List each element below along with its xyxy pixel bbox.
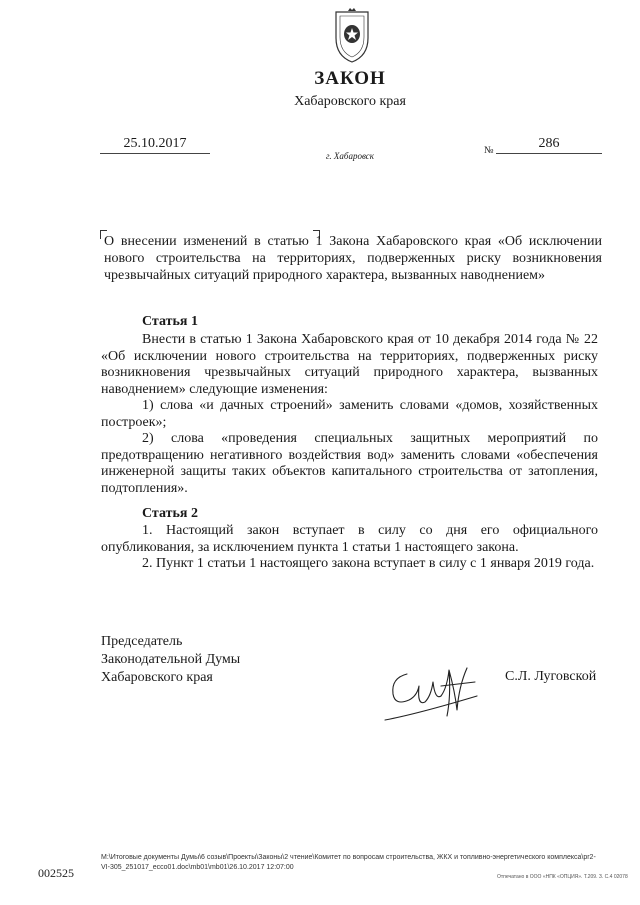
document-title: ЗАКОН bbox=[314, 68, 386, 89]
article-2-paragraph-2: 2. Пункт 1 статьи 1 настоящего закона вступает в силу с 1 января 2019 года. bbox=[142, 556, 595, 571]
handwritten-signature bbox=[377, 656, 487, 726]
article-2-paragraph-1: 1. Настоящий закон вступает в силу со дня его официального опубликования, за исключением пункта 1 статьи 1 настоящего закона. bbox=[101, 523, 598, 555]
document-number: 286 bbox=[496, 136, 602, 154]
document-date: 25.10.2017 bbox=[100, 136, 210, 154]
signatory-line-3: Хабаровского края bbox=[101, 670, 213, 685]
footer-file-path: M:\Итоговые документы Думы\6 созыв\Проекты\Законы\2 чтение\Комитет по вопросам строительства, ЖКХ и топливно-энергетического комплекса\pr2-VI-305_251017_ecco01.doc\mb01\mb01\26.10.2017 12:07:00 bbox=[101, 854, 596, 871]
document-city: г. Хабаровск bbox=[326, 151, 374, 161]
signatory-line-2: Законодательной Думы bbox=[101, 652, 241, 667]
article-1-item-2: 2) слова «проведения специальных защитных мероприятий по предотвращению негативного воздействия вод» заменить словами «обеспечения инженерной защиты таких объектов капитального строительства от затопления, подтопления». bbox=[101, 431, 598, 496]
footer-print-info: Отпечатано в ООО «НПК «ОПЦИЯ». Т.209. З. С.4 02078 bbox=[497, 874, 628, 880]
coat-of-arms-emblem bbox=[330, 8, 374, 64]
signatory-name: С.Л. Луговской bbox=[505, 669, 597, 684]
document-subtitle: Хабаровского края bbox=[294, 94, 406, 109]
article-1-heading: Статья 1 bbox=[142, 314, 198, 329]
document-subject: О внесении изменений в статью 1 Закона Хабаровского края «Об исключении нового строительства на территориях, подверженных риску возникновения чрезвычайных ситуаций природного характера, вызванных наводнением» bbox=[104, 234, 602, 283]
article-1-item-1: 1) слова «и дачных строений» заменить словами «домов, хозяйственных построек»; bbox=[101, 398, 598, 430]
footer-document-number: 002525 bbox=[38, 866, 74, 880]
article-1-intro: Внести в статью 1 Закона Хабаровского края от 10 декабря 2014 года № 22 «Об исключении нового строительства на территориях, подверженных риску возникновения чрезвычайных ситуаций природного характера, вызванных наводнением» следующие изменения: bbox=[101, 332, 598, 397]
article-2-heading: Статья 2 bbox=[142, 506, 198, 521]
signatory-line-1: Председатель bbox=[101, 634, 183, 649]
number-sign: № bbox=[484, 145, 494, 156]
signatory-title bbox=[101, 633, 240, 687]
